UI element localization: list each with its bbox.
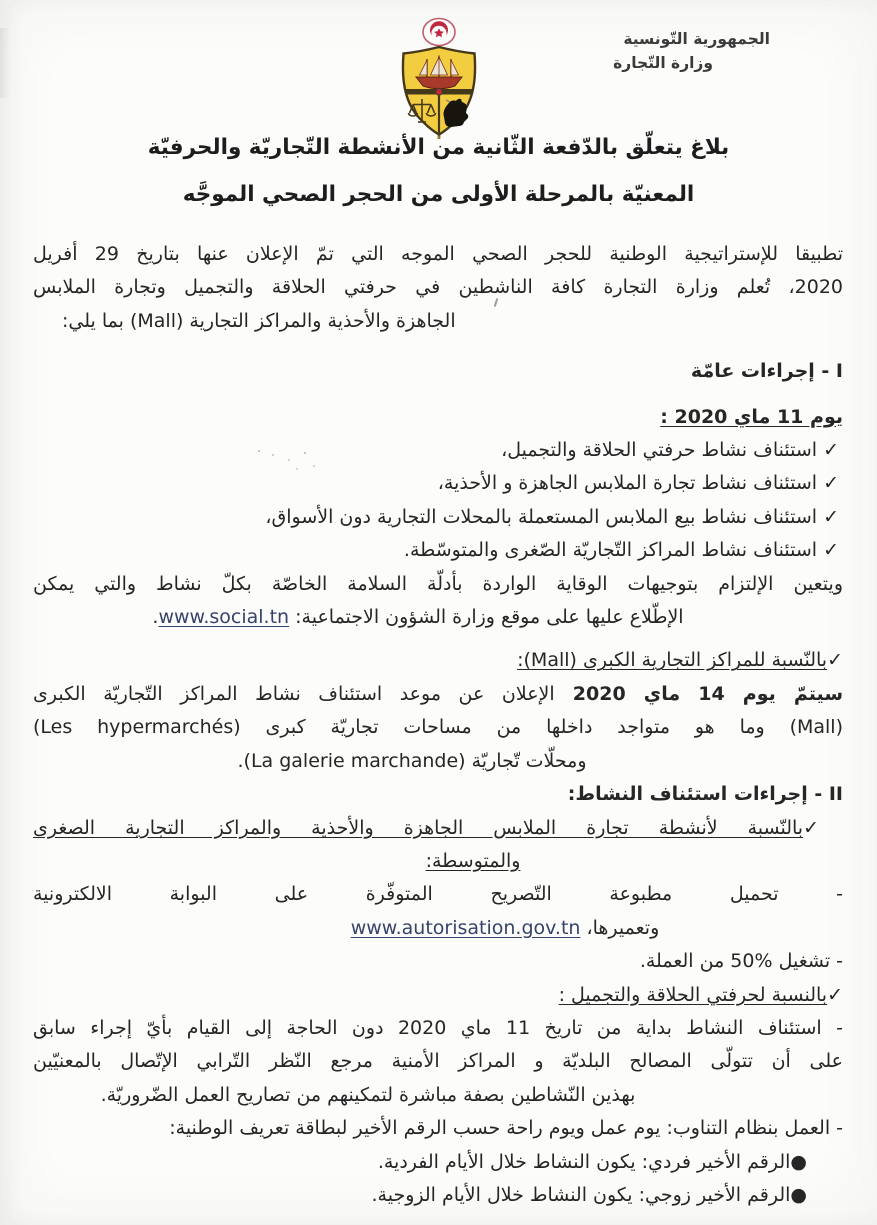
- checkmark-icon: ✓: [803, 816, 844, 839]
- text-run: - استئناف النشاط بداية من تاريخ 11 ماي 2020 دون الحاجة إلى القيام بأيّ إجراء سابق: [33, 1016, 843, 1039]
- text-run: - تحميل مطبوعة التّصريح المتوفّرة على البوابة الالكترونية: [33, 883, 843, 906]
- body-line: [33, 1012, 843, 1045]
- body-line: [29, 434, 839, 467]
- text-run: استئناف نشاط المراكز التّجاريّة الصّغرى والمتوسّطة.: [403, 539, 818, 562]
- text-run: على أن تتولّى المصالح البلديّة و المراكز الأمنية مرجع النّظر التّرابي الإتّصال بالمعنيّين: [33, 1050, 843, 1073]
- text-run: 2020، تُعلم وزارة التجارة كافة الناشطين في حرفتي الحلاقة والتجميل وتجارة الملابس: [33, 276, 843, 299]
- text-run: بالنّسبة للمراكز التجارية الكبرى (Mall):: [517, 649, 828, 672]
- subsection-heading-mall: [33, 644, 843, 677]
- subsection-heading-coiffure: [33, 979, 843, 1012]
- body-line: [29, 534, 839, 567]
- text-run: - العمل بنظام التناوب: يوم عمل ويوم راحة حسب الرقم الأخير لبطاقة تعريف الوطنية:: [169, 1117, 843, 1140]
- body-line: [7, 745, 817, 778]
- text-run: استئناف نشاط حرفتي الحلاقة والتجميل،: [501, 439, 818, 462]
- checkmark-icon: ✓: [817, 505, 839, 528]
- body-line: [29, 501, 839, 534]
- text-run: ومحلّات تّجاريّة (La galerie marchande).: [237, 749, 587, 772]
- body-line: [33, 1112, 843, 1145]
- link-autorisation-gov-tn[interactable]: www.autorisation.gov.tn: [350, 916, 581, 939]
- checkmark-icon: ✓: [827, 649, 843, 672]
- text-run: الرقم الأخير فردي: يكون النشاط خلال الأيام الفردية.: [377, 1150, 791, 1173]
- scan-edge-smudge: [0, 28, 10, 98]
- title-line-2: المعنيّة بالمرحلة الأولى من الحجر الصحي الموجَّه: [182, 182, 695, 207]
- title-line-1: بلاغ يتعلّق بالدّفعة الثّانية من الأنشطة التّجاريّة والحرفيّة: [147, 135, 730, 160]
- text-run: وتعميرها،: [580, 916, 660, 939]
- bullet-icon: ●: [790, 1183, 807, 1206]
- date-heading: [33, 401, 843, 434]
- checkmark-icon: ✓: [817, 439, 839, 462]
- text-run: ويتعين الإلتزام بتوجيهات الوقاية الواردة بأدلّة السلامة الخاصّة بكلّ نشاط والتي يمكن: [33, 572, 843, 595]
- body-line: [13, 601, 823, 634]
- text-run: بالنّسبة لأنشطة تجارة الملابس الجاهزة والأحذية والمراكز التجارية الصغرى: [33, 816, 804, 839]
- body-line: [0, 1146, 807, 1179]
- body-line: [33, 945, 843, 978]
- text-run: تطبيقا للإستراتيجية الوطنية للحجر الصحي الموجه التي تمّ الإعلان عنها بتاريخ 29 أفريل: [33, 243, 844, 265]
- text-run: (Mall) وما هو متواجد داخلها من مساحات تجاريّة كبرى (Les hypermarchés): [33, 716, 843, 739]
- republic-name: الجمهورية التّونسية: [623, 30, 770, 48]
- body-line: [33, 238, 843, 271]
- scan-speck-artifact: [258, 450, 260, 452]
- body-line: [0, 1079, 773, 1112]
- text-run: الإطّلاع عليها على موقع وزارة الشؤون الاجتماعية:: [289, 606, 684, 629]
- checkmark-icon: ✓: [817, 472, 839, 495]
- communique-body: [33, 238, 843, 1212]
- body-line: [33, 711, 843, 744]
- section-heading-2: [33, 778, 843, 811]
- text-run: بهذين النّشاطين بصفة مباشرة لتمكينهم من تصاريح العمل الضّروريّة.: [100, 1083, 636, 1106]
- bullet-icon: ●: [790, 1150, 807, 1173]
- body-line: [33, 878, 843, 911]
- text-run: استئناف نشاط تجارة الملابس الجاهزة و الأحذية،: [437, 472, 818, 495]
- body-line: [68, 845, 877, 878]
- checkmark-icon: ✓: [817, 539, 839, 562]
- body-line: [62, 305, 872, 338]
- body-line: [29, 467, 839, 500]
- link-social-tn[interactable]: www.social.tn: [158, 606, 290, 629]
- text-run: الرقم الأخير زوجي: يكون النشاط خلال الأيام الزوجية.: [371, 1183, 791, 1206]
- text-run: I - إجراءات عامّة: [690, 360, 843, 383]
- text-run: - تشغيل %50 من العملة.: [639, 950, 843, 973]
- communique-title: [0, 124, 877, 218]
- text-run: بالنسبة لحرفتي الحلاقة والتجميل :: [558, 983, 828, 1006]
- checkmark-icon: ✓: [827, 983, 843, 1006]
- text-run: سيتمّ يوم 14 ماي 2020: [554, 682, 843, 705]
- text-run: يوم 11 ماي 2020 :: [660, 405, 843, 428]
- section-heading-1: [33, 355, 843, 388]
- text-run: II - إجراءات استئناف النشاط:: [567, 783, 843, 806]
- text-run: الإعلان عن موعد استئناف نشاط المراكز التّجاريّة الكبرى: [33, 682, 555, 705]
- ministry-name: وزارة التّجارة: [613, 54, 713, 72]
- subsection-heading-commerce: [33, 812, 843, 845]
- text-run: استئناف نشاط بيع الملابس المستعملة بالمحلات التجارية دون الأسواق،: [265, 505, 818, 528]
- text-run: .: [152, 606, 159, 629]
- body-line: [33, 271, 843, 304]
- ministry-header: [613, 27, 770, 75]
- body-line: [100, 912, 877, 945]
- text-run: الجاهزة والأحذية والمراكز التجارية (Mall) بما يلي:: [62, 309, 456, 332]
- body-line: [0, 1179, 807, 1212]
- body-line: [33, 568, 843, 601]
- body-line: [33, 678, 843, 711]
- text-run: والمتوسطة:: [425, 849, 521, 872]
- body-line: [33, 1045, 843, 1078]
